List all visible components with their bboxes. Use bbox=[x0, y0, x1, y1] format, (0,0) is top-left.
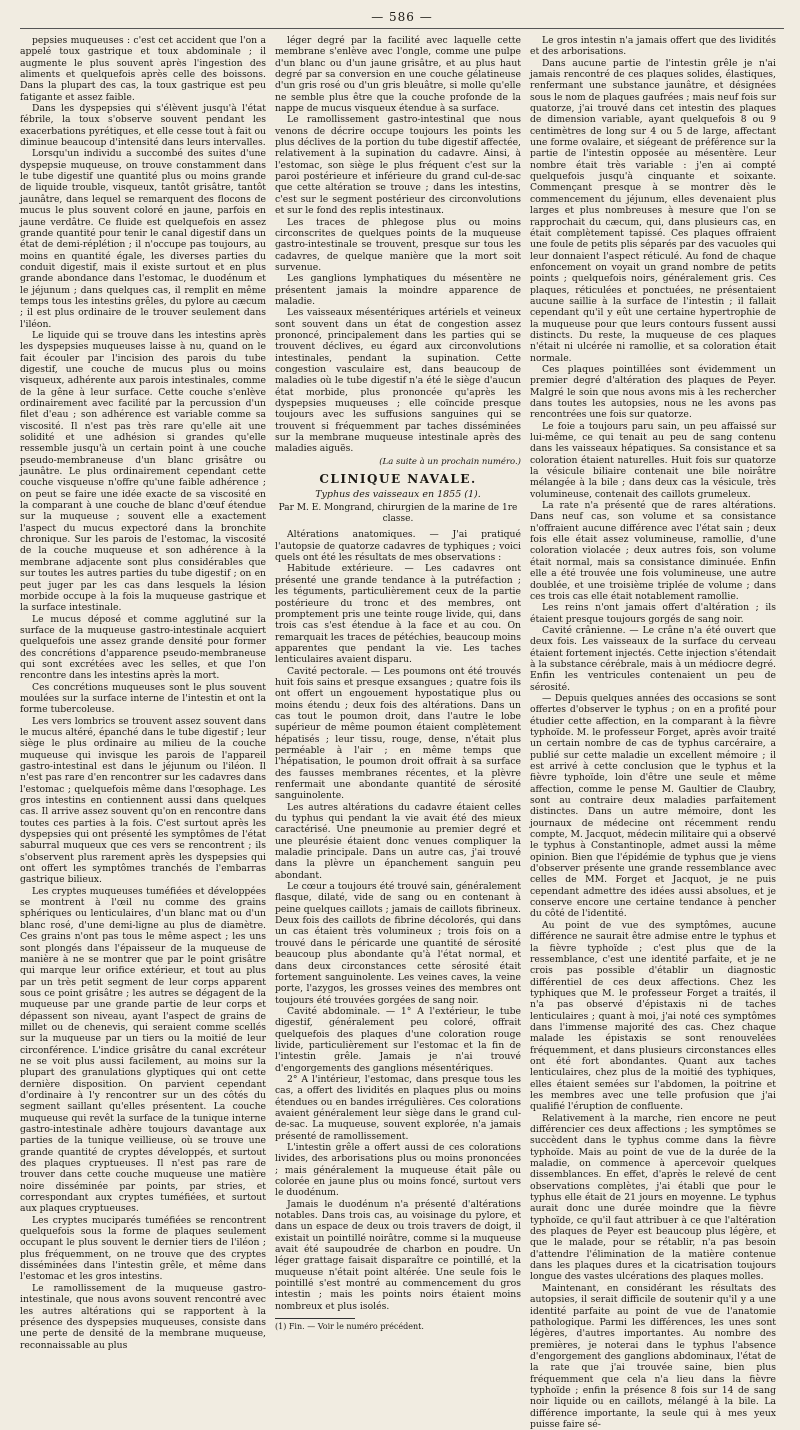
paragraph: Le liquide qui se trouve dans les intestins après les dyspepsies muqueuses laisse à nu, quand on le fait écouler par l'incision des parois du tube digestif, une couche de mucus plus ou moins visqueux, adhérente aux parois intestinales, comme de la gêne à leur surface. Cette couche s'enlève ordinairement avec facilité par la percussion d'un filet d'eau ; son adhérence est variable comme sa viscosité. Il n'est pas très rare qu'elle ait une solidité et une adhésion si grandes qu'elle ressemble jusqu'à un certain point à une couche pseudo-membraneuse d'un blanc grisâtre ou jaunâtre. Le plus ordinairement cependant cette couche visqueuse n'offre qu'une faible adhérence ; on peut se faire une idée exacte de sa viscosité en la comparant à une couche de blanc d'œuf étendue sur la muqueuse ; souvent elle a exactement l'aspect du mucus expectoré dans la bronchite chronique. Sur les parois de l'estomac, la viscosité de la couche muqueuse et son adhérence à la membrane adjacente sont plus considérables que sur toutes les autres parties du tube digestif ; on en peut juger par les cas dans lesquels la lésion morbide occupe à la fois la muqueuse gastrique et la surface intestinale. bbox=[20, 329, 266, 614]
paragraph: Jamais le duodénum n'a présenté d'altérations notables. Dans trois cas, au voisinage du pylore, et dans un espace de deux ou trois travers de doigt, il existait un pointillé noirâtre, comme si la muqueuse avait été saupoudrée de charbon en poudre. Un léger grattage faisait disparaître ce pointillé, et la muqueuse n'était point altérée. Une seule fois le pointillé s'est montré au commencement du gros intestin ; mais les points noirs étaient moins nombreux et plus isolés. bbox=[275, 1198, 521, 1312]
column-2 bbox=[275, 35, 521, 1430]
paragraph: Le mucus déposé et comme agglutiné sur la surface de la muqueuse gastro-intestinale acquiert quelquefois une assez grande densité pour former des concrétions d'apparence pseudo-membraneuse qui sont excrétées avec les selles, et que l'on rencontre dans les intestins après la mort. bbox=[20, 613, 266, 682]
article-subtitle: Typhus des vaisseaux en 1855 (1). bbox=[315, 489, 481, 501]
paragraph: Au point de vue des symptômes, aucune différence ne saurait être admise entre le typhus et la fièvre typhoïde ; c'est plus que de la ressemblance, c'est une identité parfaite, et je ne crois pas possible d'établir un diagnostic différentiel de ces deux affections. Chez les typhiques que M. le professeur Forget a traités, il n'a pas observé d'épistaxis ni de taches lenticulaires ; quant à moi, j'ai noté ces symptômes dans l'immense majorité des cas. Chez chaque malade les épistaxis se sont renouvelées fréquemment, et dans plusieurs circonstances elles ont été fort abondantes. Quant aux taches lenticulaires, chez plus de la moitié des typhiques, elles étaient semées sur l'abdomen, la poitrine et les membres avec une telle profusion que j'ai qualifié l'éruption de confluente. bbox=[530, 919, 776, 1113]
column-1 bbox=[20, 35, 266, 1430]
paragraph: Les reins n'ont jamais offert d'altération ; ils étaient presque toujours gorgés de sang noir. bbox=[530, 602, 776, 625]
paragraph: Ces concrétions muqueuses sont le plus souvent moulées sur la surface interne de l'intestin et ont la forme tubercoleuse. bbox=[20, 681, 266, 716]
footnote-rule bbox=[275, 1318, 355, 1319]
footnote: (1) Fin. — Voir le numéro précédent. bbox=[275, 1322, 424, 1332]
paragraph: Les autres altérations du cadavre étaient celles du typhus qui pendant la vie avait été des mieux caractérisé. Une pneumonie au premier degré et une pleurésie étaient donc venues compliquer la maladie principale. Dans un autre cas, j'ai trouvé dans la plèvre un épanchement sanguin peu abondant. bbox=[275, 801, 521, 881]
paragraph: Le ramollissement gastro-intestinal que nous venons de décrire occupe toujours les points les plus déclives de la portion du tube digestif affectée, relativement à la supination du cadavre. Ainsi, à l'estomac, son siège le plus fréquent c'est sur la paroi postérieure et inférieure du grand cul-de-sac que cette altération se trouve ; dans les intestins, c'est sur le segment postérieur des circonvolutions et sur le fond des replis intestinaux. bbox=[275, 114, 521, 217]
paragraph: Les cryptes muciparés tuméfiées se rencontrent quelquefois sous la forme de plaques seulement occupant le plus souvent le dernier tiers de l'iléon ; plus fréquemment, on ne trouve que des cryptes disséminées dans l'intestin grêle, et même dans l'estomac et les gros intestins. bbox=[20, 1214, 266, 1283]
paragraph: pepsies muqueuses : c'est cet accident que l'on a appelé toux gastrique et toux abdominale ; il augmente le plus souvent après l'ingestion des aliments et quelquefois après celle des boissons. Dans la plupart des cas, la toux gastrique est peu fatigante et assez faible. bbox=[20, 35, 266, 103]
paragraph: 2° A l'intérieur, l'estomac, dans presque tous les cas, a offert des lividités en plaques plus ou moins étendues ou en bandes irrégulières. Ces colorations avaient généralement leur siège dans le grand cul-de-sac. La muqueuse, souvent explorée, n'a jamais présenté de ramollissement. bbox=[275, 1073, 521, 1142]
column-2-lower bbox=[275, 529, 521, 1312]
paragraph: Ces plaques pointillées sont évidemment un premier degré d'altération des plaques de Peyer. Malgré le soin que nous avons mis à les rechercher dans toutes les autopsies, nous ne les avons pas rencontrées une fois sur quatorze. bbox=[530, 363, 776, 421]
header-rule bbox=[20, 28, 784, 29]
section-title: CLINIQUE NAVALE. bbox=[319, 472, 477, 487]
paragraph: L'intestin grêle a offert aussi de ces colorations livides, des arborisations plus ou moins prononcées ; mais généralement la muqueuse était pâle ou colorée en jaune plus ou moins foncé, surtout vers le duodénum. bbox=[275, 1142, 521, 1199]
paragraph: Cavité abdominale. — 1° A l'extérieur, le tube digestif, généralement peu coloré, offrait quelquefois des plaques d'une coloration rouge livide, particulièrement sur l'estomac et la fin de l'intestin grêle. Jamais je n'ai trouvé d'engorgements des ganglions mésentériques. bbox=[275, 1005, 521, 1074]
paragraph: Les cryptes muqueuses tuméfiées et développées se montrent à l'œil nu comme des grains sphériques ou lenticulaires, d'un blanc mat ou d'un blanc rosé, d'une demi-ligne au plus de diamètre. Ces grains n'ont pas tous le même aspect ; les uns sont plongés dans l'épaisseur de la muqueuse de manière à ne se montrer que par le point grisâtre qui marque leur orifice extérieur, et tout au plus par un très petit segment de leur corps apparent sous ce point grisâtre ; les autres se dégagent de la muqueuse par une grande partie de leur corps et dépassent son niveau, ayant l'aspect de grains de millet ou de chenevis, qui seraient comme scellés sur la muqueuse par un tiers ou la moitié de leur circonférence. L'indice grisâtre du canal excréteur ne se voit plus aussi facilement, au moins sur la plupart des granulations glyptiques qui ont cette dernière disposition. On parvient cependant d'ordinaire à l'y rencontrer sur un des côtés du segment saillant qu'elles présentent. La couche muqueuse qui revêt la surface de la tunique interne gastro-intestinale adhère toujours davantage aux parties de la tunique veillieuse, où se trouve une grande quantité de cryptes développés, et surtout des plaques cryptueuses. Il n'est pas rare de trouver dans cette couche muqueuse une matière noire disséminée par points, par stries, et correspondant aux cryptes tuméfiées, et surtout aux plaques cryptueuses. bbox=[20, 885, 266, 1215]
paragraph: — Depuis quelques années des occasions se sont offertes d'observer le typhus ; on en a profité pour étudier cette affection, en la comparant à la fièvre typhoïde. M. le professeur Forget, après avoir traité un certain nombre de cas de typhus carcéraire, a publié sur cette maladie un excellent mémoire ; il est arrivé à cette conclusion que le typhus et la fièvre typhoïde, loin d'être une seule et même affection, comme le pense M. Gaultier de Claubry, sont au contraire deux maladies parfaitement distinctes. Dans un autre mémoire, dont les journaux de médecine ont récemment rendu compte, M. Jacquot, médecin militaire qui a observé le typhus à Constantinople, admet aussi la même opinion. Bien que l'épidémie de typhus que je viens d'observer présente une grande ressemblance avec celles de MM. Forget et Jacquot, je ne puis cependant admettre des idées aussi absolues, et je conserve encore une certaine tendance à pencher du côté de l'identité. bbox=[530, 692, 776, 920]
column-2-upper bbox=[275, 35, 521, 455]
paragraph: Les ganglions lymphatiques du mésentère ne présentent jamais la moindre apparence de maladie. bbox=[275, 273, 521, 307]
article-byline: Par M. E. Mongrand, chirurgien de la marine de 1re classe. bbox=[278, 502, 518, 525]
paragraph: Le gros intestin n'a jamais offert que des lividités et des arborisations. bbox=[530, 35, 776, 58]
paragraph: Maintenant, en considérant les résultats des autopsies, il serait difficile de soutenir qu'il y a une identité parfaite au point de vue de l'anatomie pathologique. Parmi les différences, les unes sont légères, d'autres importantes. Au nombre des premières, je noterai dans le typhus l'absence d'engorgement des ganglions abdominaux, l'état de la rate que j'ai trouvée saine, bien plus fréquemment que cela n'a lieu dans la fièvre typhoïde ; enfin la présence 8 fois sur 14 de sang noir liquide ou en caillots, mélangé à la bile. La différence importante, la seule qui à mes yeux puisse faire sé- bbox=[530, 1282, 776, 1430]
paragraph: Relativement à la marche, rien encore ne peut différencier ces deux affections ; les symptômes se succèdent dans le typhus comme dans la fièvre typhoïde. Mais au point de vue de la durée de la maladie, on commence à apercevoir quelques dissemblances. En effet, d'après le relevé de cent observations complètes, j'ai établi que pour le typhus elle était de 21 jours en moyenne. Le typhus aurait donc une durée moindre que la fièvre typhoïde, ce qu'il faut attribuer à ce que l'altération des plaques de Peyer est beaucoup plus légère, et que le malade, pour se rétablir, n'a pas besoin d'attendre l'élimination de la matière contenue dans les plaques dures et la cicatrisation toujours longue des vastes ulcérations des plaques molles. bbox=[530, 1112, 776, 1283]
paragraph: Le cœur a toujours été trouvé sain, généralement flasque, dilaté, vide de sang ou en contenant à peine quelques caillots ; jamais de caillots fibrineux. Deux fois des caillots de fibrine décolorés, qui dans un cas étaient très volumineux ; trois fois on a trouvé dans le péricarde une quantité de sérosité beaucoup plus abondante qu'à l'état normal, et dans deux circonstances cette sérosité était fortement sanguinolente. Les veines caves, la veine porte, l'azygos, les grosses veines des membres ont toujours été trouvées gorgées de sang noir. bbox=[275, 881, 521, 1006]
columns bbox=[20, 35, 784, 1430]
paragraph: Dans les dyspepsies qui s'élèvent jusqu'à l'état fébrile, la toux s'observe souvent pendant les exacerbations pyrétiques, et elle cesse tout à fait ou diminue beaucoup d'intensité dans leurs intervalles. bbox=[20, 103, 266, 149]
paragraph: Les vers lombrics se trouvent assez souvent dans le mucus altéré, épanché dans le tube digestif ; leur siège le plus ordinaire au milieu de la couche muqueuse qui invisque les parois de l'appareil gastro-intestinal est dans le jéjunum ou l'iléon. Il n'est pas rare d'en rencontrer sur les cadavres dans l'estomac ; quelquefois même dans l'œsophage. Les gros intestins en contiennent aussi dans quelques cas. Il arrive assez souvent qu'on en rencontre dans toutes ces parties à la fois. C'est surtout après les dyspepsies qui ont présenté les symptômes de l'état saburral muqueux que ces vers se rencontrent ; ils s'observent plus rarement après les dyspepsies qui ont offert les symptômes tranchés de l'embarras gastrique bilieux. bbox=[20, 715, 266, 886]
paragraph: Habitude extérieure. — Les cadavres ont présenté une grande tendance à la putréfaction ; les téguments, particulièrement ceux de la partie postérieure du tronc et des membres, ont promptement pris une teinte rouge livide, qui, dans trois cas s'est étendue à la face et au cou. On remarquait les traces de pétéchies, beaucoup moins apparentes que pendant la vie. Les taches lenticulaires avaient disparu. bbox=[275, 563, 521, 666]
paragraph: Cavité pectorale. — Les poumons ont été trouvés huit fois sains et presque exsangues ; quatre fois ils ont offert un engouement hypostatique plus ou moins étendu ; deux fois des altérations. Dans un cas tout le poumon droit, dans l'autre le lobe supérieur de même poumon étaient complètement hépatisés ; leur tissu, rouge, dense, n'était plus perméable à l'air ; en même temps que l'hépatisation, le poumon droit offrait à sa surface des fausses membranes récentes, et la plèvre renfermait une abondante quantité de sérosité sanguinolente. bbox=[275, 665, 521, 802]
paragraph: Dans aucune partie de l'intestin grêle je n'ai jamais rencontré de ces plaques solides, élastiques, renfermant une substance jaunâtre, et désignées sous le nom de plaques gaufrées ; mais neuf fois sur quatorze, j'ai trouvé dans cet intestin des plaques de dimension variable, ayant quelquefois 8 ou 9 centimètres de long sur 4 ou 5 de large, affectant une forme ovalaire, et siégeant de préférence sur la partie de l'intestin opposée au mésentère. Leur nombre était très variable : j'en ai compté quelquefois jusqu'à cinquante et soixante. Commençant presque à se montrer dès le commencement du jéjunum, elles devenaient plus larges et plus nombreuses à mesure que l'on se rapprochait du cæcum, qui, dans plusieurs cas, en était complètement tapissé. Ces plaques offraient une foule de petits plis séparés par des vacuoles qui leur donnaient l'aspect réticulé. Au fond de chaque enfoncement on voyait un grand nombre de petits points ; quelquefois noirs, généralement gris. Ces plaques, réticulées et ponctuées, ne présentaient aucune saillie à la surface de l'intestin ; il fallait cependant qu'il y eût une certaine hypertrophie de la muqueuse pour que leurs contours fussent aussi distincts. Du reste, la muqueuse de ces plaques n'était ni ulcérée ni ramollie, et sa coloration était normale. bbox=[530, 57, 776, 364]
paragraph: Cavité crânienne. — Le crâne n'a été ouvert que deux fois. Les vaisseaux de la surface du cerveau étaient fortement injectés. Cette injection s'étendait à la substance cérébrale, mais à un médiocre degré. Enfin les ventricules contenaient un peu de sérosité. bbox=[530, 624, 776, 693]
page-number: — 586 — bbox=[371, 10, 433, 24]
paragraph: léger degré par la facilité avec laquelle cette membrane s'enlève avec l'ongle, comme une pulpe d'un blanc ou d'un jaune grisâtre, et au plus haut degré par sa conversion en une couche gélatineuse d'un gris rosé ou d'un gris bleuâtre, si molle qu'elle ne semble plus être que la couche profonde de la nappe de mucus visqueux étendue à sa surface. bbox=[275, 35, 521, 115]
paragraph: La rate n'a présenté que de rares altérations. Dans neuf cas, son volume et sa consistance n'offraient aucune différence avec l'état sain ; deux fois elle était assez volumineuse, ramollie, d'une coloration violacée ; deux autres fois, son volume était normal, mais sa consistance diminuée. Enfin elle a été trouvée une fois volumineuse, une autre doublée, et une troisième triplée de volume ; dans ces trois cas elle était notablement ramollie. bbox=[530, 500, 776, 602]
paragraph: Lorsqu'un individu a succombé des suites d'une dyspepsie muqueuse, on trouve constamment dans le tube digestif une quantité plus ou moins grande de liquide trouble, visqueux, tantôt grisâtre, tantôt jaunâtre, dans lequel se remarquent des flocons de mucus le plus souvent coloré en jaune, parfois en jaune verdâtre. Ce fluide est quelquefois en assez grande quantité pour tenir le canal digestif dans un état de demi-réplétion ; il n'occupe pas toujours, au moins en quantité égale, les diverses parties du conduit digestif, mais il existe surtout et en plus grande abondance dans l'estomac, le duodénum et le jéjunum ; dans quelques cas, il remplit en même temps tous les intestins grêles, du pylore au cæcum ; il est plus ordinaire de le trouver seulement dans l'iléon. bbox=[20, 148, 266, 330]
paragraph: Les traces de phlegose plus ou moins circonscrites de quelques points de la muqueuse gastro-intestinale se trouvent, presque sur tous les cadavres, de quelque manière que la mort soit survenue. bbox=[275, 216, 521, 273]
paragraph: Le foie a toujours paru sain, un peu affaissé sur lui-même, ce qui tenait au peu de sang contenu dans les vaisseaux hépatiques. Sa consistance et sa coloration étaient naturelles. Huit fois sur quatorze la vésicule biliaire contenait une bile noirâtre mélangée à la bile ; dans deux cas la vésicule, très volumineuse, contenait des caillots grumeleux. bbox=[530, 420, 776, 500]
paragraph: Les vaisseaux mésentériques artériels et veineux sont souvent dans un état de congestion assez prononcé, principalement dans les parties qui se trouvent déclives, eu égard aux circonvolutions intestinales, pendant la supination. Cette congestion vasculaire est, dans beaucoup de maladies où le tube digestif n'a été le siège d'aucun état morbide, plus prononcée qu'après les dyspepsies muqueuses ; elle coïncide presque toujours avec les suffusions sanguines qui se trouvent si fréquemment par taches disséminées sur la membrane muqueuse intestinale après des maladies aiguës. bbox=[275, 307, 521, 455]
column-3 bbox=[530, 35, 776, 1430]
paragraph: Le ramollissement de la muqueuse gastro-intestinale, que nous avons souvent rencontré avec les autres altérations qui se rapportent à la présence des dyspepsies muqueuses, consiste dans une perte de densité de la membrane muqueuse, reconnaissable au plus bbox=[20, 1282, 266, 1351]
paragraph: Altérations anatomiques. — J'ai pratiqué l'autopsie de quatorze cadavres de typhiques ; voici quels ont été les résultats de mes observations : bbox=[275, 529, 521, 564]
continued-note: (La suite à un prochain numéro.) bbox=[379, 456, 521, 467]
